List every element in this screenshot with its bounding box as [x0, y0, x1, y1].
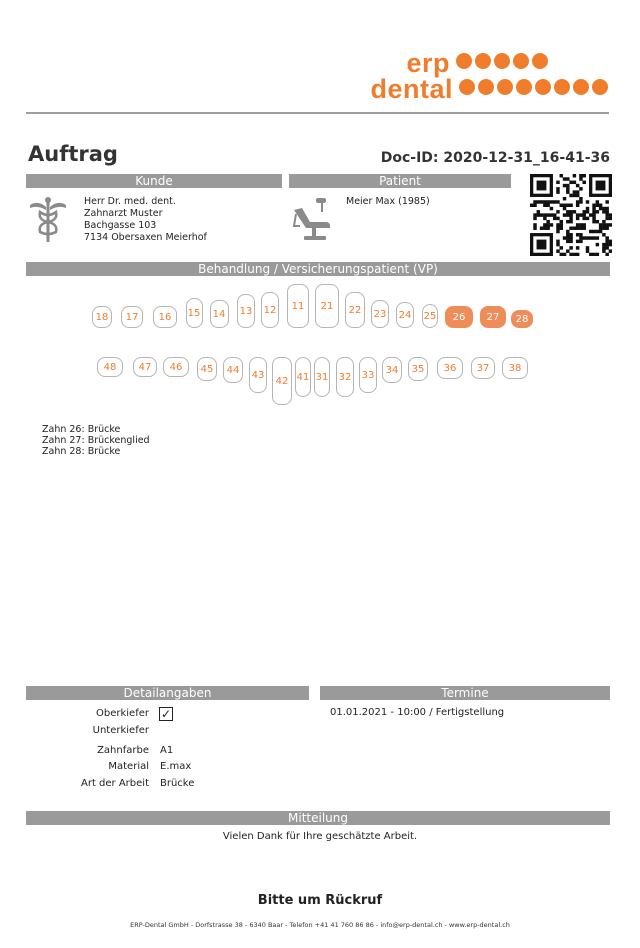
section-detailangaben: Detailangaben [26, 686, 309, 700]
tooth-25[interactable]: 25 [422, 304, 438, 328]
dental-chair-icon [292, 196, 334, 242]
doc-id: Doc-ID: 2020-12-31_16-41-36 [380, 150, 610, 166]
logo-dots-2 [456, 79, 608, 100]
logo-word-dental: dental [370, 74, 453, 104]
tooth-36[interactable]: 36 [437, 357, 463, 379]
logo-dot [554, 79, 570, 95]
tooth-43[interactable]: 43 [249, 357, 267, 393]
section-kunde: Kunde [26, 174, 282, 188]
header-rule [26, 112, 609, 114]
tooth-34[interactable]: 34 [382, 357, 402, 383]
note-line: Zahn 27: Brückenglied [42, 435, 150, 446]
logo-dot [494, 53, 510, 69]
zahnfarbe-label: Zahnfarbe [97, 745, 149, 756]
footer-address: ERP-Dental GmbH - Dorfstrasse 38 - 6340 Baar - Telefon +41 41 760 86 86 - info@erp-dental.ch - www.erp-dental.ch [130, 921, 510, 929]
tooth-46[interactable]: 46 [163, 357, 189, 377]
logo-line-2 [0, 76, 640, 103]
logo-dot [535, 79, 551, 95]
patient-name: Meier Max (1985) [346, 196, 430, 207]
tooth-18[interactable]: 18 [92, 306, 112, 328]
tooth-12[interactable]: 12 [261, 292, 279, 328]
note-line: Zahn 28: Brücke [42, 446, 121, 457]
termin-entry: 01.01.2021 - 10:00 / Fertigstellung [330, 707, 505, 718]
logo-dot [459, 79, 475, 95]
art-label: Art der Arbeit [81, 778, 149, 789]
tooth-26[interactable]: 26 [445, 306, 473, 328]
unterkiefer-label: Unterkiefer [92, 725, 149, 736]
section-mitteilung: Mitteilung [26, 811, 610, 825]
material-label: Material [108, 761, 149, 772]
treatment-notes [42, 424, 150, 457]
material-value: E.max [160, 761, 192, 772]
qr-code [530, 174, 612, 256]
section-patient: Patient [289, 174, 511, 188]
kunde-line: Zahnarzt Muster [84, 208, 163, 219]
kunde-address [84, 196, 207, 244]
tooth-11[interactable]: 11 [287, 284, 309, 328]
tooth-22[interactable]: 22 [345, 292, 365, 328]
tooth-48[interactable]: 48 [97, 357, 123, 377]
tooth-28[interactable]: 28 [511, 310, 533, 328]
tooth-21[interactable]: 21 [315, 284, 339, 328]
tooth-35[interactable]: 35 [408, 357, 428, 381]
kunde-line: 7134 Obersaxen Meierhof [84, 232, 207, 243]
tooth-23[interactable]: 23 [371, 300, 389, 328]
mitteilung-text: Vielen Dank für Ihre geschätzte Arbeit. [222, 831, 418, 842]
tooth-41[interactable]: 41 [295, 357, 311, 397]
art-value: Brücke [160, 778, 195, 789]
tooth-33[interactable]: 33 [359, 357, 377, 393]
logo-dot [456, 53, 472, 69]
tooth-45[interactable]: 45 [197, 357, 217, 381]
section-behandlung: Behandlung / Versicherungspatient (VP) [26, 262, 610, 276]
tooth-14[interactable]: 14 [210, 300, 229, 328]
tooth-44[interactable]: 44 [223, 357, 243, 383]
tooth-24[interactable]: 24 [396, 302, 414, 328]
logo-dot [573, 79, 589, 95]
tooth-17[interactable]: 17 [121, 306, 143, 328]
tooth-13[interactable]: 13 [237, 294, 255, 328]
oberkiefer-checkbox[interactable]: ✓ [160, 707, 172, 721]
section-termine: Termine [320, 686, 610, 700]
tooth-15[interactable]: 15 [186, 298, 203, 328]
logo-dot [592, 79, 608, 95]
tooth-47[interactable]: 47 [133, 357, 157, 377]
tooth-42[interactable]: 42 [272, 357, 292, 405]
caduceus-icon [28, 196, 68, 244]
logo-dots-1 [453, 53, 548, 74]
tooth-16[interactable]: 16 [153, 306, 177, 328]
tooth-32[interactable]: 32 [336, 357, 354, 397]
tooth-27[interactable]: 27 [480, 306, 506, 328]
logo-word-erp: erp [406, 48, 450, 78]
callback-request: Bitte um Rückruf [257, 893, 383, 908]
logo-line-1 [0, 50, 640, 77]
kunde-line: Bachgasse 103 [84, 220, 157, 231]
page-title: Auftrag [28, 142, 118, 166]
logo-dot [478, 79, 494, 95]
logo-dot [513, 53, 529, 69]
logo-dot [516, 79, 532, 95]
logo-dot [475, 53, 491, 69]
oberkiefer-label: Oberkiefer [96, 708, 149, 719]
zahnfarbe-value: A1 [160, 745, 174, 756]
tooth-38[interactable]: 38 [502, 357, 528, 379]
kunde-line: Herr Dr. med. dent. [84, 196, 176, 207]
tooth-37[interactable]: 37 [471, 357, 495, 379]
note-line: Zahn 26: Brücke [42, 424, 121, 435]
logo-dot [497, 79, 513, 95]
logo-dot [532, 53, 548, 69]
tooth-31[interactable]: 31 [314, 357, 330, 397]
